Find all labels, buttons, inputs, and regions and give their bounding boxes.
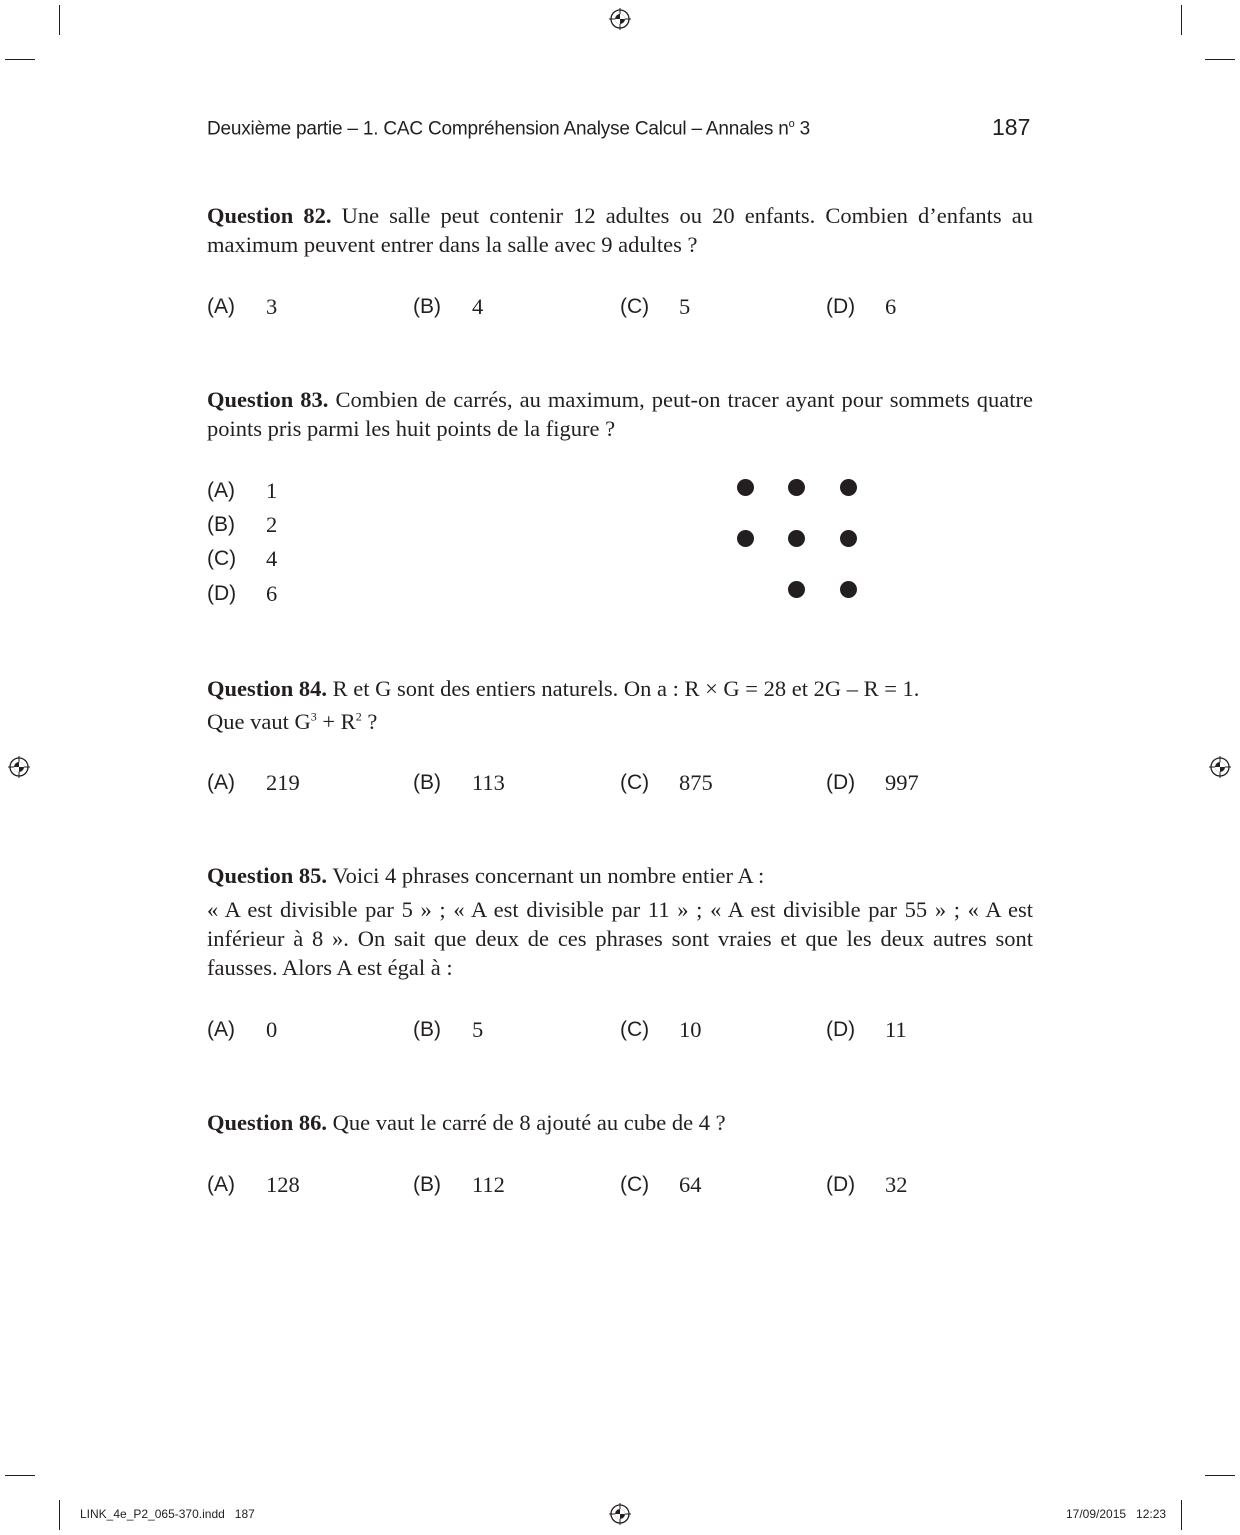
figure-dot <box>840 581 857 598</box>
question-text: R et G sont des entiers naturels. On a : R × G = 28 et 2G – R = 1. <box>327 676 920 701</box>
question-label: Question 82. <box>207 203 332 228</box>
page-number: 187 <box>992 114 1031 140</box>
question-label: Question 84. <box>207 676 328 701</box>
crop-mark <box>1205 59 1235 60</box>
question-84 <box>207 672 1033 738</box>
crop-mark <box>1181 5 1182 35</box>
question-label: Question 86. <box>207 1110 328 1135</box>
question-label: Question 83. <box>207 387 329 412</box>
registration-mark-icon <box>1209 756 1231 778</box>
question-text-line2: Que vaut $G^3 + R^2$ ? <box>207 709 378 734</box>
crop-mark <box>59 5 60 35</box>
running-head: Deuxième partie – 1. CAC Compréhension Analyse Calcul – Annales $n^o$ 3 <box>207 118 810 140</box>
choices-82: (A) 3 (B) 4 (C) 5 (D) 6 <box>207 294 897 319</box>
choices-84: (A) 219 (B) 113 (C) 875 (D) 997 <box>207 770 919 795</box>
crop-mark <box>1181 1500 1182 1530</box>
question-text: Combien de carrés, au maximum, peut-on tracer ayant pour sommets quatre points pris parmi les huit points de la figure ? <box>207 387 1033 441</box>
crop-mark <box>1205 1475 1235 1476</box>
question-86 <box>207 1108 1033 1137</box>
figure-dot <box>737 479 754 496</box>
choices-86: (A) 128 (B) 112 (C) 64 (D) 32 <box>207 1172 908 1197</box>
figure-dot <box>840 530 857 547</box>
figure-dot <box>737 530 754 547</box>
question-85 <box>207 861 1033 982</box>
figure-dot <box>840 479 857 496</box>
registration-mark-icon <box>609 1503 631 1525</box>
figure-dot <box>788 479 805 496</box>
crop-mark <box>59 1500 60 1530</box>
question-82 <box>207 201 1033 259</box>
question-83 <box>207 385 1033 443</box>
registration-mark-icon <box>8 756 30 778</box>
question-label: Question 85. <box>207 863 328 888</box>
question-text: Une salle peut contenir 12 adultes ou 20 enfants. Combien d’enfants au maximum peuvent entrer dans la salle avec 9 adultes ? <box>207 203 1034 257</box>
choices-85: (A) 0 (B) 5 (C) 10 (D) 11 <box>207 1017 907 1042</box>
crop-mark <box>5 1475 35 1476</box>
figure-dot <box>788 581 805 598</box>
registration-mark-icon <box>609 8 631 30</box>
footer-date-time: 17/09/2015 12:23 <box>1066 1507 1167 1521</box>
question-text-continued: « A est divisible par 5 » ; « A est divisible par 11 » ; « A est divisible par 55 » ; « A est inférieur à 8 ». On sait que deux de ces phrases sont vraies et que les deux autres sont fausses. Alors A est égal à : <box>207 897 1033 980</box>
figure-dot <box>788 530 805 547</box>
question-text: Voici 4 phrases concernant un nombre entier A : <box>327 863 765 888</box>
crop-mark <box>5 59 35 60</box>
question-text: Que vaut le carré de 8 ajouté au cube de 4 ? <box>327 1110 726 1135</box>
footer-file-name: LINK_4e_P2_065-370.indd 187 <box>80 1507 255 1521</box>
